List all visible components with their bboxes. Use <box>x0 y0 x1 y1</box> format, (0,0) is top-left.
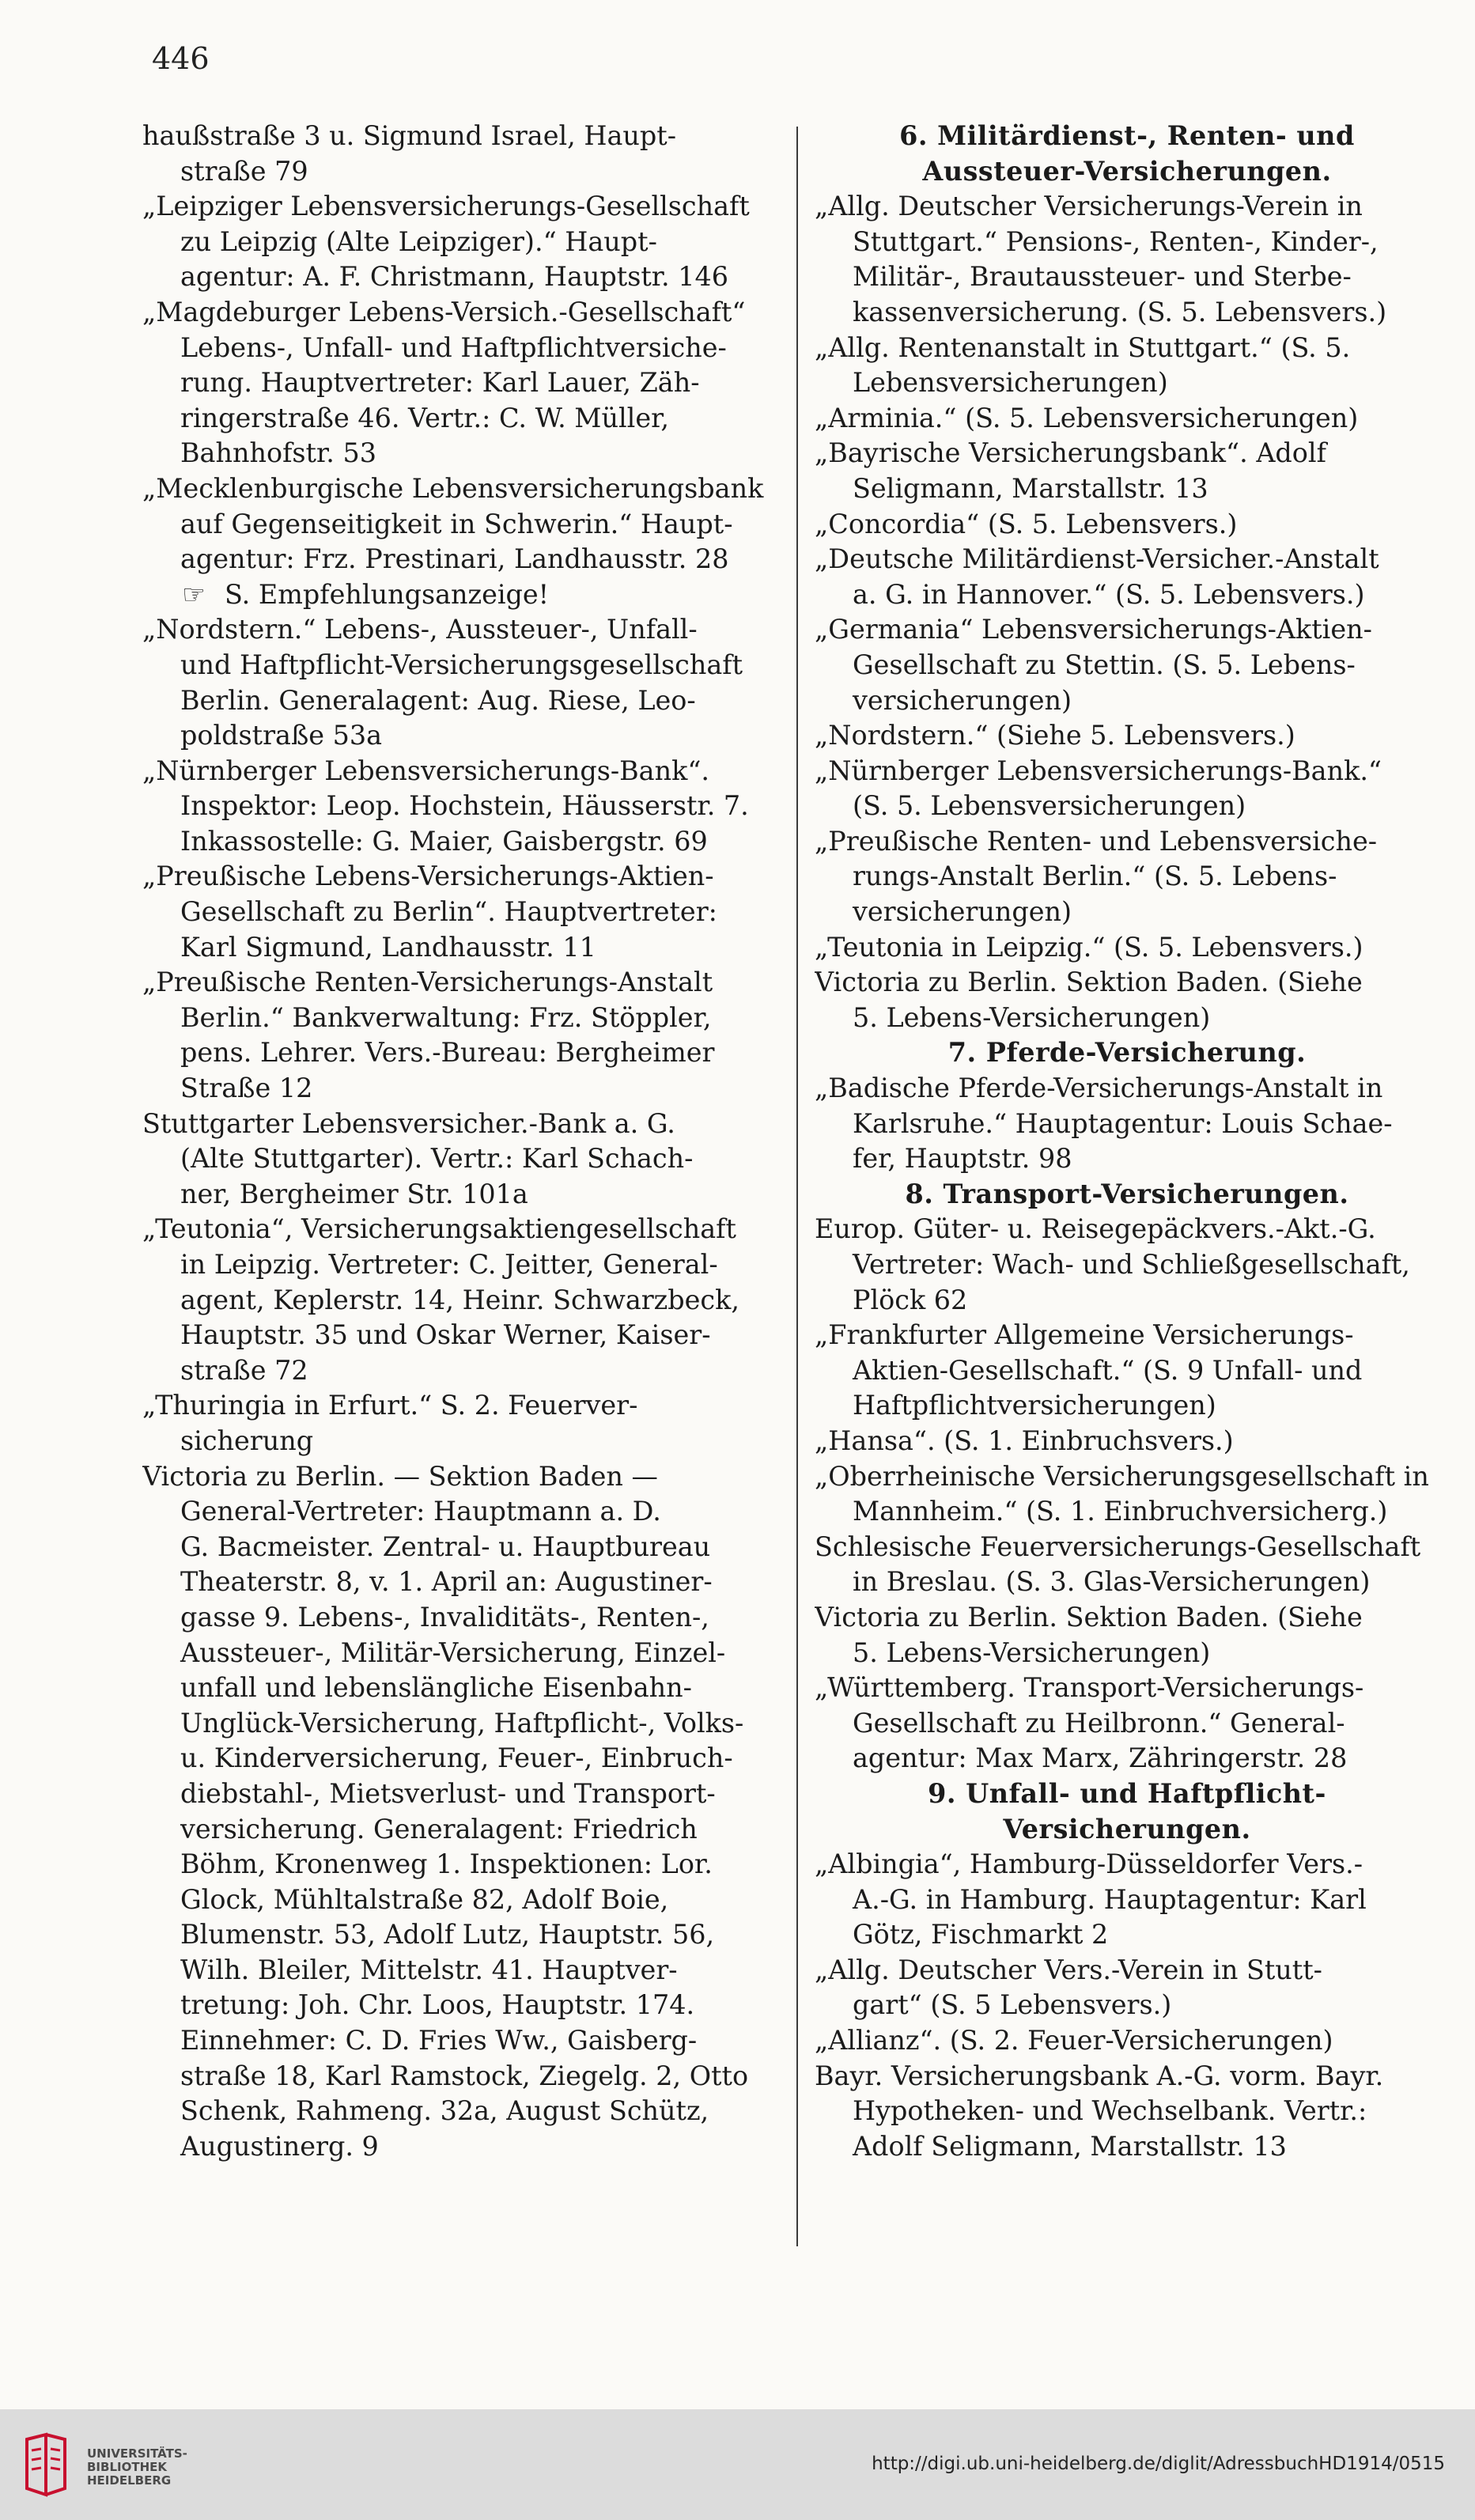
entry-line: in Leipzig. Vertreter: C. Jeitter, General- <box>180 1249 718 1280</box>
entry-line: Schlesische Feuerversicherungs-Gesellschaft <box>815 1531 1421 1562</box>
entry-line: „Albingia“, Hamburg-Düsseldorfer Vers.- <box>815 1848 1363 1880</box>
entry-line: „Frankfurter Allgemeine Versicherungs- <box>815 1319 1354 1351</box>
entry-line: Adolf Seligmann, Marstallstr. 13 <box>853 2130 1287 2162</box>
entry-line: und Haftpflicht-Versicherungsgesellschaft <box>180 649 743 680</box>
entry-line: „Arminia.“ (S. 5. Lebensversicherungen) <box>815 402 1359 433</box>
entry-line: versicherung. Generalagent: Friedrich <box>180 1813 698 1845</box>
entry-line: rungs-Anstalt Berlin.“ (S. 5. Lebens- <box>853 861 1337 892</box>
section-heading-line: 7. Pferde-Versicherung. <box>947 1037 1307 1069</box>
section-heading <box>815 1177 1439 1213</box>
directory-entry <box>815 1071 1439 1177</box>
directory-entry <box>142 612 783 753</box>
section-heading-line: Aussteuer-Versicherungen. <box>922 155 1332 187</box>
entry-line: Inkassostelle: G. Maier, Gaisbergstr. 69 <box>180 825 708 857</box>
right-column <box>815 119 1439 2164</box>
entry-line: 5. Lebens-Versicherungen) <box>853 1636 1211 1668</box>
entry-line: Einnehmer: C. D. Fries Ww., Gaisberg- <box>180 2025 698 2056</box>
entry-line: Seligmann, Marstallstr. 13 <box>853 472 1208 504</box>
entry-line: „Teutonia“, Versicherungsaktiengesellschaft <box>142 1213 736 1245</box>
section-heading-line: 6. Militärdienst-, Renten- und <box>899 120 1355 151</box>
entry-line: straße 18, Karl Ramstock, Ziegelg. 2, Otto <box>180 2060 749 2091</box>
page-number: 446 <box>152 41 210 76</box>
entry-line: „Allg. Deutscher Versicherungs-Verein in <box>815 191 1363 222</box>
pointing-hand-icon: ☞ <box>182 578 206 610</box>
directory-entry <box>142 189 783 295</box>
entry-line: Vertreter: Wach- und Schließgesellschaft, <box>853 1249 1410 1280</box>
entry-line: Militär-, Brautaussteuer- und Sterbe- <box>853 261 1352 293</box>
entry-line: Augustinerg. 9 <box>180 2130 379 2162</box>
entry-line: zu Leipzig (Alte Leipziger).“ Haupt- <box>180 225 657 257</box>
directory-entry <box>815 824 1439 930</box>
entry-line <box>142 577 783 613</box>
entry-line: agentur: Frz. Prestinari, Landhausstr. 28 <box>180 543 729 575</box>
entry-line: pens. Lehrer. Vers.-Bureau: Bergheimer <box>180 1037 715 1069</box>
entry-line: „Nordstern.“ Lebens-, Aussteuer-, Unfall- <box>142 614 698 645</box>
entry-line: Karlsruhe.“ Hauptagentur: Louis Schae- <box>853 1107 1393 1139</box>
entry-line: Inspektor: Leop. Hochstein, Häusserstr. 7. <box>180 790 749 822</box>
entry-line: „Hansa“. (S. 1. Einbruchsvers.) <box>815 1425 1234 1456</box>
directory-entry <box>815 754 1439 824</box>
entry-line: „Bayrische Versicherungsbank“. Adolf <box>815 437 1326 469</box>
section-heading-line: Versicherungen. <box>1003 1813 1251 1845</box>
directory-entry <box>815 331 1439 401</box>
entry-line: ner, Bergheimer Str. 101a <box>180 1178 528 1209</box>
entry-line: versicherungen) <box>853 896 1072 928</box>
entry-line: gasse 9. Lebens-, Invaliditäts-, Renten-, <box>180 1601 709 1633</box>
entry-line: Aussteuer-, Militär-Versicherung, Einzel- <box>180 1636 726 1668</box>
entry-line: „Germania“ Lebensversicherungs-Aktien- <box>815 614 1372 645</box>
entry-line: Lebens-, Unfall- und Haftpflichtversiche- <box>180 331 727 363</box>
library-name <box>87 2447 187 2488</box>
entry-line: „Concordia“ (S. 5. Lebensvers.) <box>815 508 1238 539</box>
directory-entry <box>815 436 1439 506</box>
entry-line: Hypotheken- und Wechselbank. Vertr.: <box>853 2095 1367 2127</box>
directory-entry <box>815 930 1439 966</box>
directory-entry <box>815 1600 1439 1671</box>
directory-entry <box>815 1530 1439 1600</box>
directory-entry <box>142 1212 783 1388</box>
directory-entry <box>142 965 783 1106</box>
entry-line: Berlin.“ Bankverwaltung: Frz. Stöppler, <box>180 1001 712 1033</box>
left-column <box>142 119 783 2164</box>
entry-line: Bahnhofstr. 53 <box>180 437 376 469</box>
directory-entry <box>142 1107 783 1213</box>
entry-line: Gesellschaft zu Berlin“. Hauptvertreter: <box>180 896 717 928</box>
section-heading <box>815 1776 1439 1847</box>
entry-text: S. Empfehlungsanzeige! <box>224 578 550 610</box>
directory-entry <box>815 2023 1439 2059</box>
entry-line: Berlin. Generalagent: Aug. Riese, Leo- <box>180 684 696 716</box>
directory-entry <box>815 1424 1439 1459</box>
entry-line: „Leipziger Lebensversicherungs-Gesellschaft <box>142 191 750 222</box>
library-name-line: UNIVERSITÄTS- <box>87 2446 187 2461</box>
directory-entry <box>815 612 1439 718</box>
entry-line: Theaterstr. 8, v. 1. April an: Augustiner- <box>180 1566 713 1598</box>
entry-line: „Mecklenburgische Lebensversicherungsbank <box>142 472 764 504</box>
entry-line: u. Kinderversicherung, Feuer-, Einbruch- <box>180 1742 733 1774</box>
entry-line: Wilh. Bleiler, Mittelstr. 41. Hauptver- <box>180 1954 678 1985</box>
entry-line: General-Vertreter: Hauptmann a. D. <box>180 1496 661 1527</box>
entry-line: auf Gegenseitigkeit in Schwerin.“ Haupt- <box>180 508 733 539</box>
entry-line: rung. Hauptvertreter: Karl Lauer, Zäh- <box>180 367 700 399</box>
entry-line: Götz, Fischmarkt 2 <box>853 1919 1109 1951</box>
entry-line: Mannheim.“ (S. 1. Einbruchversicherg.) <box>853 1496 1388 1527</box>
section-heading <box>815 119 1439 189</box>
entry-line: 5. Lebens-Versicherungen) <box>853 1001 1211 1033</box>
directory-entry <box>815 1459 1439 1530</box>
entry-line: versicherungen) <box>853 684 1072 716</box>
entry-line: „Allg. Deutscher Vers.-Verein in Stutt- <box>815 1954 1322 1985</box>
directory-entry <box>815 1318 1439 1424</box>
entry-line: haußstraße 3 u. Sigmund Israel, Haupt- <box>142 120 676 151</box>
entry-line: Europ. Güter- u. Reisegepäckvers.-Akt.-G. <box>815 1213 1376 1245</box>
column-divider <box>796 127 798 2246</box>
entry-line: „Magdeburger Lebens-Versich.-Gesellschaft“ <box>142 296 746 327</box>
library-name-line: HEIDELBERG <box>87 2473 172 2488</box>
viewer-footer <box>0 2409 1475 2520</box>
directory-entry <box>815 1212 1439 1318</box>
directory-entry <box>815 542 1439 612</box>
directory-entry <box>815 507 1439 543</box>
entry-line: poldstraße 53a <box>180 720 383 751</box>
entry-line: Plöck 62 <box>853 1284 968 1315</box>
entry-line: ringerstraße 46. Vertr.: C. W. Müller, <box>180 402 670 433</box>
directory-entry <box>142 859 783 965</box>
entry-line: „Teutonia in Leipzig.“ (S. 5. Lebensvers.) <box>815 931 1363 963</box>
entry-line: Glock, Mühltalstraße 82, Adolf Boie, <box>180 1883 669 1915</box>
directory-entry <box>815 1953 1439 2023</box>
entry-line: „Deutsche Militärdienst-Versicher.-Anstalt <box>815 543 1379 575</box>
entry-line: Stuttgart.“ Pensions-, Renten-, Kinder-, <box>853 225 1379 257</box>
entry-line: Gesellschaft zu Heilbronn.“ General- <box>853 1707 1345 1739</box>
entry-line: gart“ (S. 5 Lebensvers.) <box>853 1989 1172 2021</box>
heidelberg-library-logo-icon <box>22 2431 70 2498</box>
entry-line: in Breslau. (S. 3. Glas-Versicherungen) <box>853 1566 1371 1598</box>
entry-line: Böhm, Kronenweg 1. Inspektionen: Lor. <box>180 1848 713 1880</box>
entry-line: Blumenstr. 53, Adolf Lutz, Hauptstr. 56, <box>180 1919 715 1951</box>
entry-line: a. G. in Hannover.“ (S. 5. Lebensvers.) <box>853 578 1365 610</box>
entry-line: „Nürnberger Lebensversicherungs-Bank“. <box>142 755 710 786</box>
permalink-url[interactable]: http://digi.ub.uni-heidelberg.de/diglit/AdressbuchHD1914/0515 <box>872 2454 1445 2474</box>
entry-line: „Oberrheinische Versicherungsgesellschaft in <box>815 1460 1429 1492</box>
entry-line: straße 72 <box>180 1354 308 1386</box>
entry-line: agent, Keplerstr. 14, Heinr. Schwarzbeck, <box>180 1284 739 1315</box>
entry-line: „Preußische Renten-Versicherungs-Anstalt <box>142 967 713 998</box>
entry-line: „Nordstern.“ (Siehe 5. Lebensvers.) <box>815 720 1295 751</box>
section-heading <box>815 1035 1439 1071</box>
directory-entry <box>815 1671 1439 1776</box>
entry-line: straße 79 <box>180 155 308 187</box>
entry-line: (Alte Stuttgarter). Vertr.: Karl Schach- <box>180 1143 694 1175</box>
directory-entry <box>142 295 783 471</box>
directory-entry <box>815 189 1439 330</box>
entry-line: Aktien-Gesellschaft.“ (S. 9 Unfall- und <box>853 1354 1363 1386</box>
entry-line: tretung: Joh. Chr. Loos, Hauptstr. 174. <box>180 1989 695 2021</box>
entry-line: „Nürnberger Lebensversicherungs-Bank.“ <box>815 755 1382 786</box>
library-name-line: BIBLIOTHEK <box>87 2460 167 2474</box>
directory-entry <box>142 1388 783 1459</box>
directory-entry <box>142 119 783 189</box>
entry-line: Hauptstr. 35 und Oskar Werner, Kaiser- <box>180 1319 711 1351</box>
directory-entry <box>815 1847 1439 1953</box>
entry-line: Lebensversicherungen) <box>853 367 1168 399</box>
entry-line: „Preußische Renten- und Lebensversiche- <box>815 825 1378 857</box>
entry-line: Victoria zu Berlin. Sektion Baden. (Siehe <box>815 967 1363 998</box>
entry-line: agentur: A. F. Christmann, Hauptstr. 146 <box>180 261 729 293</box>
entry-line: „Preußische Lebens-Versicherungs-Aktien- <box>142 861 714 892</box>
entry-line: Victoria zu Berlin. — Sektion Baden — <box>142 1460 658 1492</box>
entry-line: A.-G. in Hamburg. Hauptagentur: Karl <box>853 1883 1367 1915</box>
directory-entry <box>142 471 783 577</box>
directory-entry <box>142 577 783 613</box>
entry-line: kassenversicherung. (S. 5. Lebensvers.) <box>853 296 1387 327</box>
directory-entry <box>815 2059 1439 2165</box>
entry-line: „Allianz“. (S. 2. Feuer-Versicherungen) <box>815 2025 1333 2056</box>
entry-line: Victoria zu Berlin. Sektion Baden. (Siehe <box>815 1601 1363 1633</box>
section-heading-line: 8. Transport-Versicherungen. <box>905 1178 1349 1209</box>
entry-line: G. Bacmeister. Zentral- u. Hauptbureau <box>180 1531 711 1562</box>
entry-line: Haftpflichtversicherungen) <box>853 1390 1216 1421</box>
entry-line: unfall und lebenslängliche Eisenbahn- <box>180 1672 692 1704</box>
entry-line: „Württemberg. Transport-Versicherungs- <box>815 1672 1364 1704</box>
entry-line: sicherung <box>180 1425 314 1456</box>
section-heading-line: 9. Unfall- und Haftpflicht- <box>928 1777 1326 1809</box>
entry-line: „Allg. Rentenanstalt in Stuttgart.“ (S. 5. <box>815 331 1351 363</box>
directory-entry <box>815 718 1439 754</box>
entry-line: „Badische Pferde-Versicherungs-Anstalt in <box>815 1073 1383 1104</box>
entry-line: fer, Hauptstr. 98 <box>853 1143 1072 1175</box>
entry-line: Gesellschaft zu Stettin. (S. 5. Lebens- <box>853 649 1356 680</box>
entry-line: (S. 5. Lebensversicherungen) <box>853 790 1246 822</box>
entry-line: Stuttgarter Lebensversicher.-Bank a. G. <box>142 1107 675 1139</box>
entry-line: Straße 12 <box>180 1073 313 1104</box>
directory-entry <box>142 1459 783 2165</box>
entry-line: diebstahl-, Mietsverlust- und Transport- <box>180 1777 716 1809</box>
entry-line: Karl Sigmund, Landhausstr. 11 <box>180 931 596 963</box>
entry-line: Unglück-Versicherung, Haftpflicht-, Volks- <box>180 1707 744 1739</box>
entry-line: agentur: Max Marx, Zähringerstr. 28 <box>853 1742 1348 1774</box>
entry-line: „Thuringia in Erfurt.“ S. 2. Feuerver- <box>142 1390 638 1421</box>
directory-entry <box>142 754 783 860</box>
entry-line: Bayr. Versicherungsbank A.-G. vorm. Bayr. <box>815 2060 1384 2091</box>
directory-entry <box>815 965 1439 1035</box>
directory-entry <box>815 401 1439 437</box>
entry-line: Schenk, Rahmeng. 32a, August Schütz, <box>180 2095 709 2127</box>
